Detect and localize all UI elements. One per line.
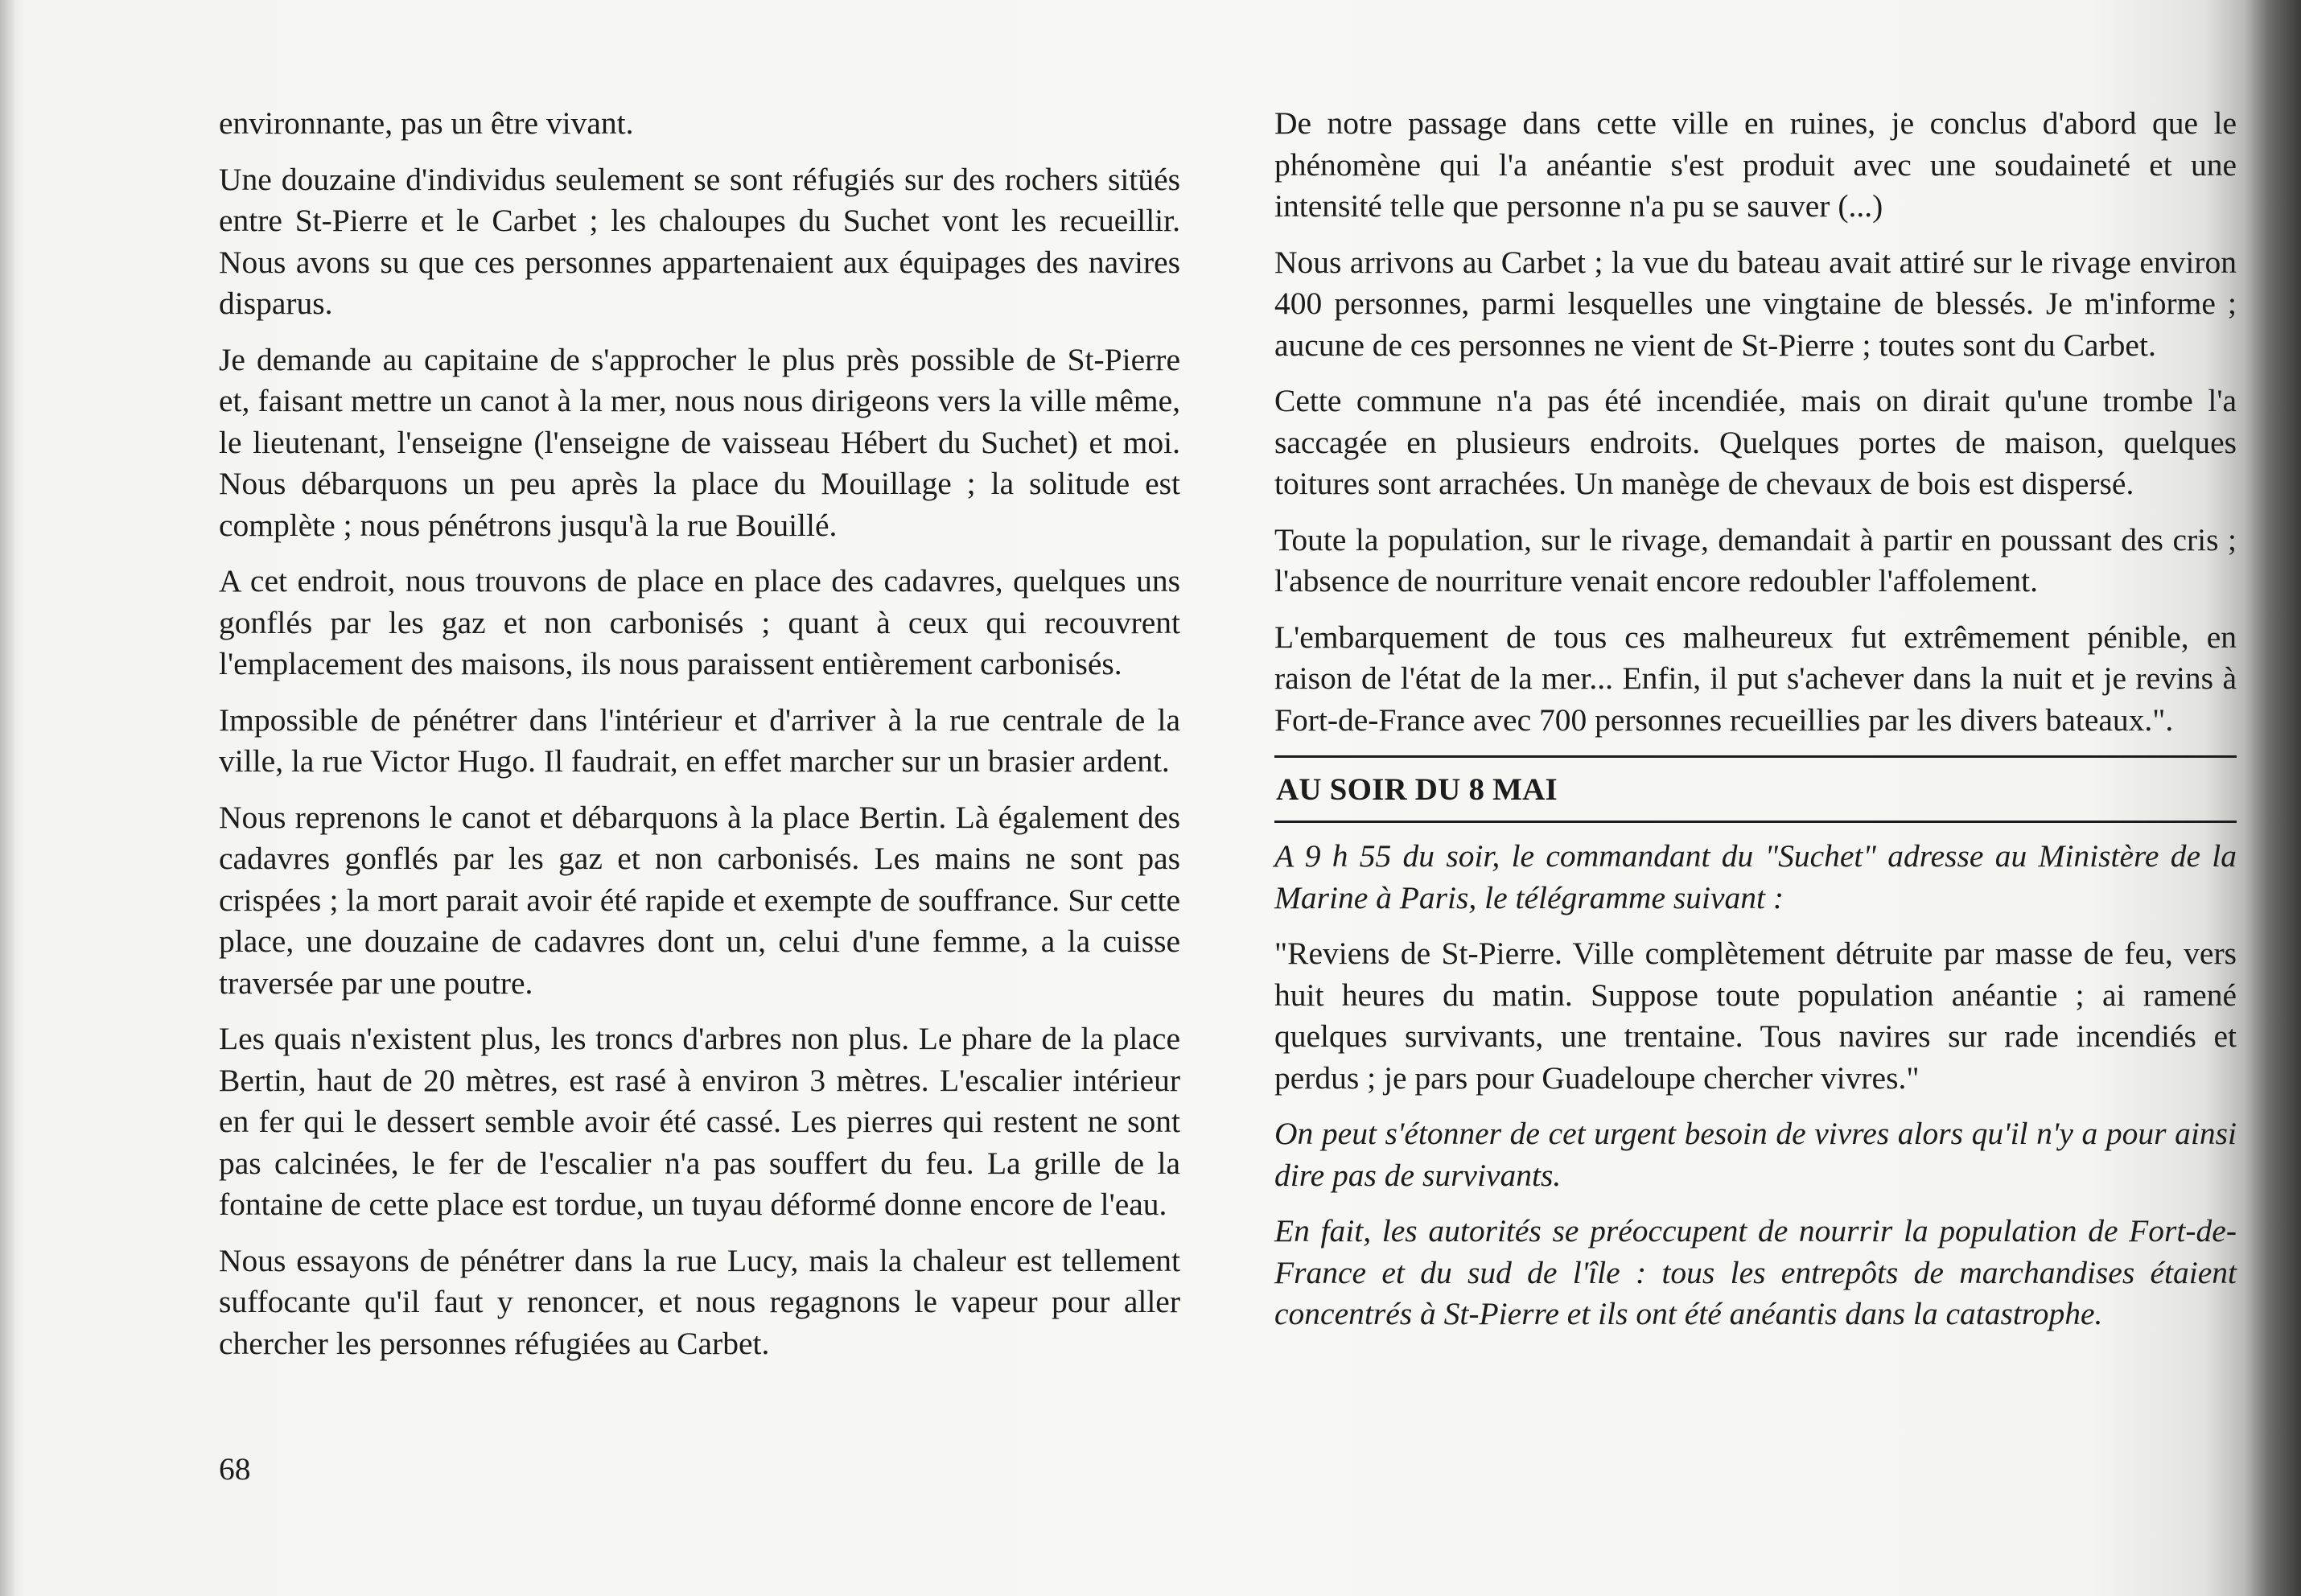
paragraph: Nous arrivons au Carbet ; la vue du bateau avait attiré sur le rivage environ 400 personnes, parmi lesquelles une vingtaine de blessés. Je m'informe ; aucune de ces personnes ne vient de St-Pierre ; toutes sont du Carbet. (1274, 244, 2237, 363)
scan-edge (0, 0, 14, 1596)
section-rule-top (1274, 755, 2237, 758)
right-page-column (1274, 103, 2237, 1350)
paragraph: Nous reprenons le canot et débarquons à la place Bertin. Là également des cadavres gonflés par les gaz et non carbonisés. Les mains ne sont pas crispées ; la mort parait avoir été rapide et exempte de souffrance. Sur cette place, une douzaine de cadavres dont un, celui d'une femme, a la cuisse traversée par une poutre. (219, 799, 1180, 1001)
paragraph: On peut s'étonner de cet urgent besoin de vivres alors qu'il n'y a pour ainsi dire pas de survivants. (1274, 1116, 2237, 1193)
paragraph: Impossible de pénétrer dans l'intérieur et d'arriver à la rue centrale de la ville, la rue Victor Hugo. Il faudrait, en effet marcher sur un brasier ardent. (219, 701, 1180, 779)
paragraph: Les quais n'existent plus, les troncs d'arbres non plus. Le phare de la place Bertin, haut de 20 mètres, est rasé à environ 3 mètres. L'escalier intérieur en fer qui le dessert semble avoir été cassé. Les pierres qui restent ne sont pas calcinées, le fer de l'escalier n'a pas souffert du feu. La grille de la fontaine de cette place est tordue, un tuyau déformé donne encore de l'eau. (219, 1021, 1180, 1222)
paragraph: Cette commune n'a pas été incendiée, mais on dirait qu'une trombe l'a saccagée en plusieurs endroits. Quelques portes de maison, quelques toitures sont arrachées. Un manège de chevaux de bois est dispersé. (1274, 383, 2237, 501)
left-page-column (219, 103, 1180, 1379)
paragraph: L'embarquement de tous ces malheureux fut extrêmement pénible, en raison de l'état de la mer... Enfin, il put s'achever dans la nuit et je revins à Fort-de-France avec 700 personnes recueillies par les divers bateaux.". (1274, 619, 2237, 738)
paragraph: environnante, pas un être vivant. (219, 105, 634, 141)
page-number: 68 (219, 1451, 251, 1487)
quoted-telegram: "Reviens de St-Pierre. Ville complètement détruite par masse de feu, vers huit heures du matin. Suppose toute population anéantie ; ai ramené quelques survivants, une trentaine. Tous navires sur rade incendiés et perdus ; je pars pour Guadeloupe chercher vivres." (1274, 936, 2237, 1096)
section-rule-bottom (1274, 821, 2237, 823)
paragraph: A cet endroit, nous trouvons de place en place des cadavres, quelques uns gonflés par les gaz et non carbonisés ; quant à ceux qui recouvrent l'emplacement des maisons, ils nous paraissent entièrement carbonisés. (219, 563, 1180, 681)
paragraph: Une douzaine d'individus seulement se sont réfugiés sur des rochers sitüés entre St-Pierre et le Carbet ; les chaloupes du Suchet vont les recueillir. Nous avons su que ces personnes appartenaient aux équipages des navires disparus. (219, 161, 1180, 321)
paragraph: En fait, les autorités se préoccupent de nourrir la population de Fort-de-France et du sud de l'île : tous les entrepôts de marchandises étaient concentrés à St-Pierre et ils ont été anéantis dans la catastrophe. (1274, 1213, 2237, 1331)
paragraph: A 9 h 55 du soir, le commandant du "Suchet" adresse au Ministère de la Marine à Paris, le télégramme suivant : (1274, 838, 2237, 915)
section-heading: AU SOIR DU 8 MAI (1276, 772, 1558, 807)
paragraph: Toute la population, sur le rivage, demandait à partir en poussant des cris ; l'absence de nourriture venait encore redoubler l'affolement. (1274, 521, 2237, 598)
paragraph: Je demande au capitaine de s'approcher le plus près possible de St-Pierre et, faisant mettre un canot à la mer, nous nous dirigeons vers la ville même, le lieutenant, l'enseigne (l'enseigne de vaisseau Hébert du Suchet) et moi. Nous débarquons un peu après la place du Mouillage ; la solitude est complète ; nous pénétrons jusqu'à la rue Bouillé. (219, 341, 1180, 543)
paragraph: Nous essayons de pénétrer dans la rue Lucy, mais la chaleur est tellement suffocante qu'il faut y renoncer, et nous regagnons le vapeur pour aller chercher les personnes réfugiées au Carbet. (219, 1242, 1180, 1361)
paragraph: De notre passage dans cette ville en ruines, je conclus d'abord que le phénomène qui l'a anéantie s'est produit avec une soudaineté et une intensité telle que personne n'a pu se sauver (...) (1274, 105, 2237, 224)
